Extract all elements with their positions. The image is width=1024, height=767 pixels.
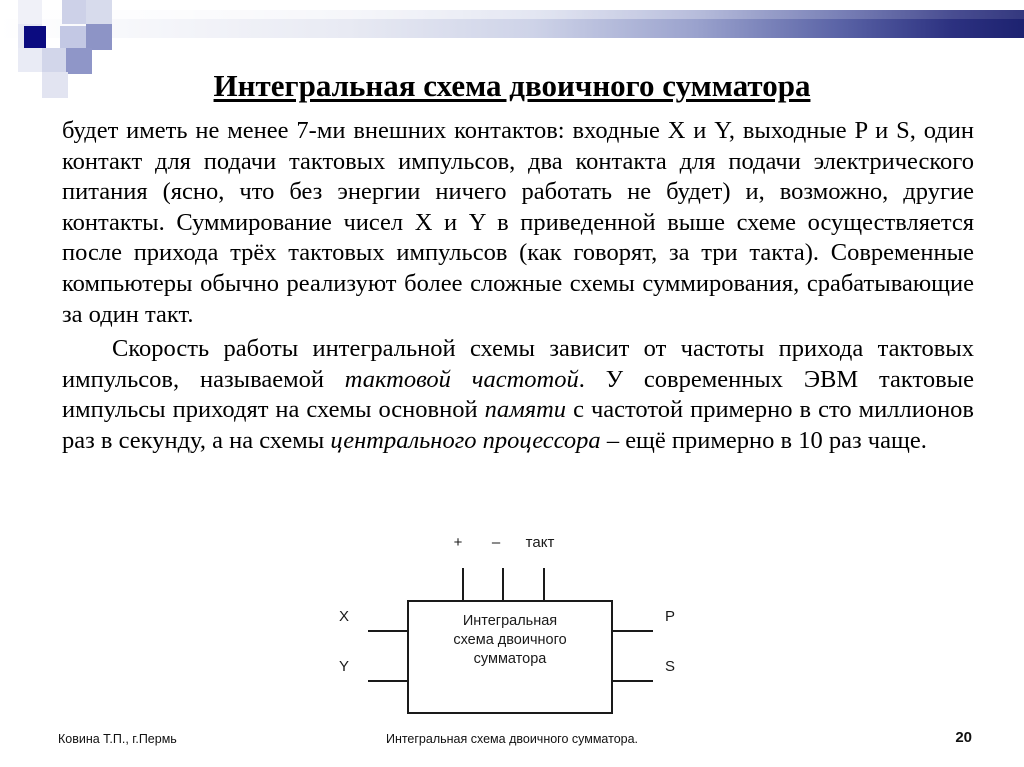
paragraph-2-segment-1: Скорость работы интегральной схемы зависит от частоты прихода тактовых импульсов, называемой [62,335,974,393]
emphasis-clock-frequency: тактовой частотой [344,365,579,393]
label-input-x: X [338,608,350,625]
emphasis-memory: памяти [484,396,567,424]
decor-square-5 [60,26,86,50]
decor-square-3 [62,0,86,24]
decor-square-1 [18,0,42,24]
paragraph-2-segment-4: – ещё примерно в 10 раз чаще. [600,426,927,454]
paragraph-2-segment-3: с частотой примерно в сто миллионов раз в секунду, а на схемы [62,396,974,454]
paragraph-2-segment-2: . У современных ЭВМ тактовые импульсы приходят на схемы основной [62,365,974,424]
decor-square-6 [86,24,112,50]
emphasis-cpu: центрального процессора [330,426,601,454]
label-input-y: Y [338,658,350,675]
adder-box-line-3: сумматора [473,651,547,667]
label-output-p: P [664,608,676,625]
label-clock: такт [525,534,555,551]
paragraph-1 [62,116,974,330]
slide-body [62,116,974,457]
label-power-minus: – [491,534,501,551]
label-power-plus: + [453,534,463,551]
footer-author: Ковина Т.П., г.Пермь [58,732,177,746]
page-title-text: Интегральная схема двоичного сумматора [213,68,811,103]
adder-box-line-2: схема двоичного [453,632,567,648]
footer-page-number: 20 [955,729,972,746]
page-title [0,67,1024,105]
decor-square-2 [86,0,112,26]
paragraph-1-text: будет иметь не менее 7-ми внешних контактов: входные X и Y, выходные P и S, один контакт для подачи тактовых импульсов, два контакта для подачи электрического питания (ясно, что без энергии ничего работать не будет) и, возможно, другие контакты. Суммирование чисел X и Y в приведенной выше схеме осуществляется после прихода трёх тактовых импульсов (как говорят, за три такта). Современные компьютеры обычно реализуют более сложные схемы суммирования, срабатывающие за один такт. [62,117,974,328]
footer-caption: Интегральная схема двоичного сумматора. [385,732,639,746]
adder-box [408,601,612,713]
slide-footer [0,727,1024,753]
header-gradient-band [0,10,1024,38]
label-output-s: S [664,658,676,675]
paragraph-2 [62,334,974,456]
adder-box-line-1: Интегральная [462,613,558,629]
decor-square-navy [24,26,46,48]
